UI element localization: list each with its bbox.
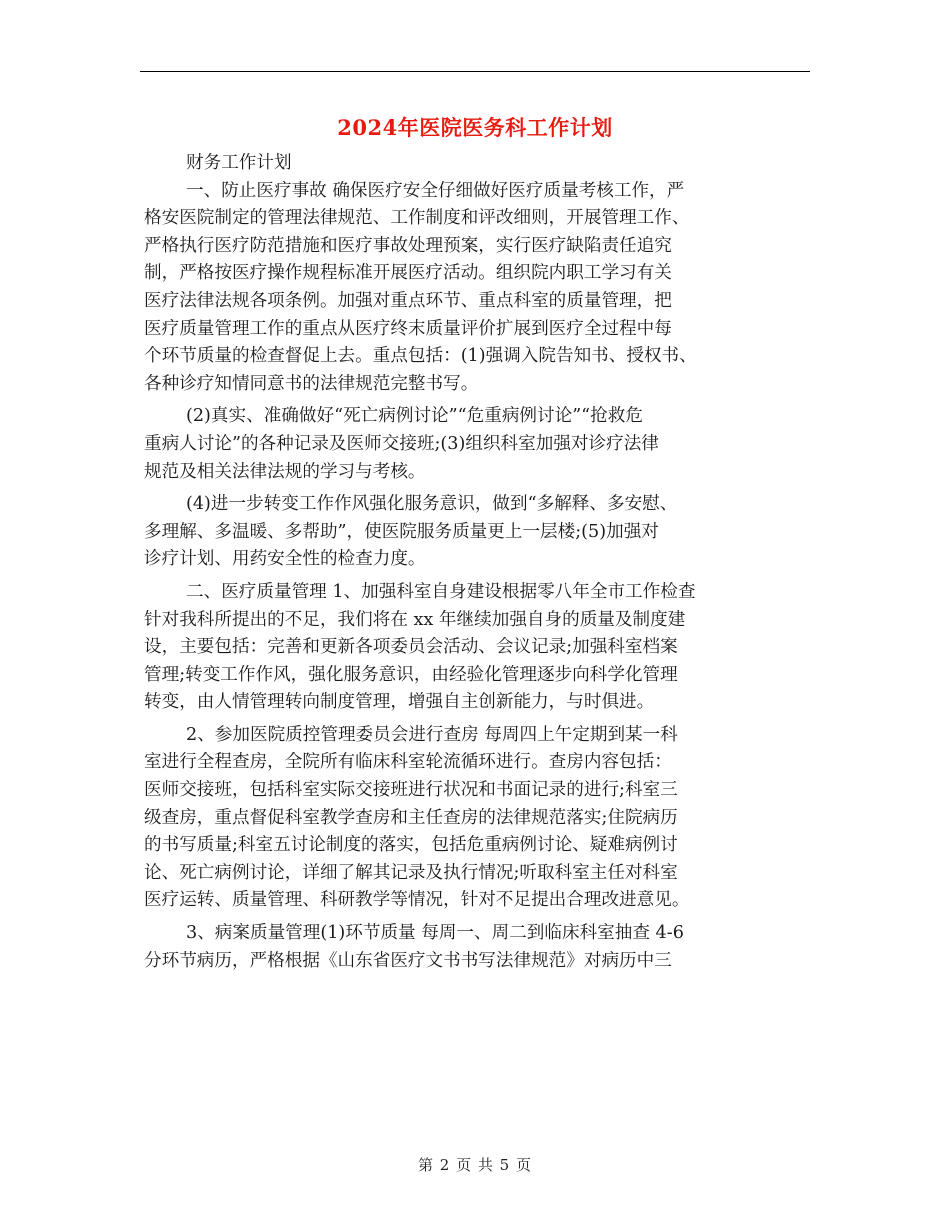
- paragraph-line: 针对我科所提出的不足，我们将在 xx 年继续加强自身的质量及制度建: [144, 609, 686, 630]
- paragraph-line: 医师交接班，包括科室实际交接班进行状况和书面记录的进行;科室三: [144, 780, 678, 801]
- paragraph-line: 一、防止医疗事故 确保医疗安全仔细做好医疗质量考核工作，严: [186, 180, 685, 201]
- paragraph-line: (2)真实、准确做好“死亡病例讨论”“危重病例讨论”“抢救危: [186, 406, 643, 427]
- paragraph-line: 转变，由人情管理转向制度管理，增强自主创新能力，与时俱进。: [144, 692, 655, 713]
- paragraph-line: (4)进一步转变工作作风强化服务意识，做到“多解释、多安慰、: [186, 494, 678, 515]
- paragraph-line: 格安医院制定的管理法律规范、工作制度和评改细则，开展管理工作、: [144, 208, 690, 229]
- paragraph-line: 严格执行医疗防范措施和医疗事故处理预案，实行医疗缺陷责任追究: [144, 235, 672, 256]
- paragraph-line: 各种诊疗知情同意书的法律规范完整书写。: [144, 373, 479, 394]
- paragraph-line: 级查房，重点督促科室教学查房和主任查房的法律规范落实;住院病历: [144, 807, 678, 828]
- paragraph-line: 医疗法律法规各项条例。加强对重点环节、重点科室的质量管理，把: [144, 290, 672, 311]
- page-number: 第 2 页 共 5 页: [418, 1156, 532, 1174]
- paragraph-line: 论、死亡病例讨论，详细了解其记录及执行情况;听取科室主任对科室: [144, 862, 678, 883]
- paragraph-line: 分环节病历，严格根据《山东省医疗文书书写法律规范》对病历中三: [144, 950, 672, 971]
- section-heading: 财务工作计划: [186, 153, 292, 173]
- document-body: [144, 150, 812, 975]
- paragraph-line: 多理解、多温暖、多帮助”，使医院服务质量更上一层楼;(5)加强对: [144, 521, 659, 542]
- paragraph-line: 2、参加医院质控管理委员会进行查房 每周四上午定期到某一科: [186, 724, 678, 745]
- header-rule: [140, 71, 810, 72]
- paragraph-line: 管理;转变工作作风，强化服务意识，由经验化管理逐步向科学化管理: [144, 664, 678, 685]
- paragraph-line: 个环节质量的检查督促上去。重点包括：(1)强调入院告知书、授权书、: [144, 346, 697, 367]
- paragraph-line: 的书写质量;科室五讨论制度的落实，包括危重病例讨论、疑难病例讨: [144, 835, 678, 856]
- paragraph-line: 诊疗计划、用药安全性的检查力度。: [144, 549, 426, 570]
- paragraph-line: 制，严格按医疗操作规程标准开展医疗活动。组织院内职工学习有关: [144, 263, 672, 284]
- paragraph-line: 规范及相关法律法规的学习与考核。: [144, 461, 426, 482]
- paragraph-line: 二、医疗质量管理 1、加强科室自身建设根据零八年全市工作检查: [186, 581, 696, 602]
- paragraph-line: 重病人讨论”的各种记录及医师交接班;(3)组织科室加强对诊疗法律: [144, 433, 659, 454]
- paragraph-line: 医疗质量管理工作的重点从医疗终末质量评价扩展到医疗全过程中每: [144, 318, 672, 339]
- paragraph-line: 室进行全程查房，全院所有临床科室轮流循环进行。查房内容包括：: [144, 752, 672, 773]
- paragraph-line: 医疗运转、质量管理、科研教学等情况，针对不足提出合理改进意见。: [144, 890, 690, 911]
- document-title: 2024年医院医务科工作计划: [337, 115, 613, 140]
- paragraph-line: 3、病案质量管理(1)环节质量 每周一、周二到临床科室抽查 4-6: [186, 923, 684, 944]
- paragraph-line: 设，主要包括：完善和更新各项委员会活动、会议记录;加强科室档案: [144, 637, 678, 658]
